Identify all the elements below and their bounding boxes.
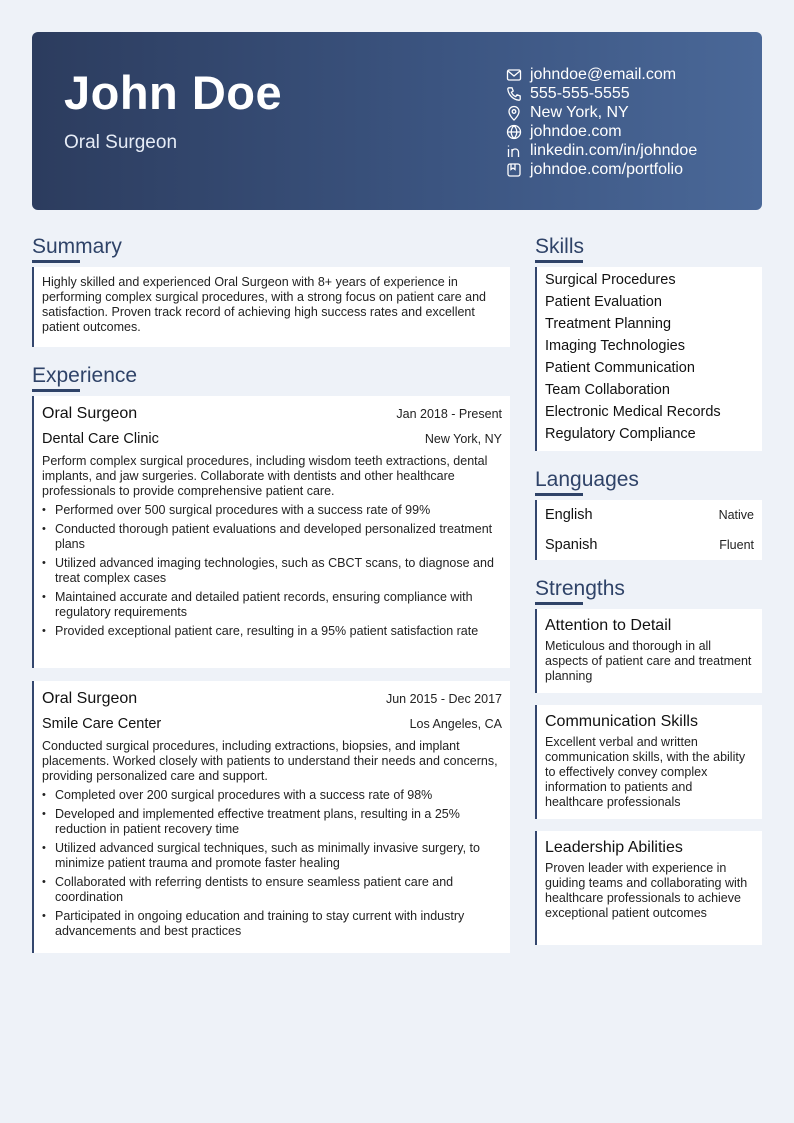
summary-card (32, 267, 510, 347)
job-dates: Jan 2018 - Present (396, 407, 502, 421)
contact-list (506, 65, 697, 179)
skills-heading-underline (535, 260, 583, 263)
list-item: • Provided exceptional patient care, resulting in a 95% patient satisfaction rate (55, 624, 502, 639)
list-item: • Participated in ongoing education and training to stay current with industry advancements and best practices (55, 909, 502, 939)
language-row (537, 530, 762, 560)
email-icon (506, 67, 522, 83)
contact-phone[interactable] (506, 84, 697, 103)
strengths-heading-underline (535, 602, 583, 605)
languages-heading-underline (535, 493, 583, 496)
contact-email[interactable] (506, 65, 697, 84)
candidate-name: John Doe (64, 66, 283, 119)
language-level: Native (718, 508, 754, 522)
language-level: Fluent (719, 538, 754, 552)
contact-website-text: johndoe.com (530, 122, 622, 140)
strength-title: Leadership Abilities (545, 839, 683, 856)
contact-phone-text: 555-555-5555 (530, 84, 630, 102)
skill-item: Regulatory Compliance (545, 426, 696, 442)
strength-description: Proven leader with experience in guiding teams and collaborating with healthcare professionals to achieve exceptional patient outcomes (545, 861, 748, 920)
skill-item: Imaging Technologies (545, 338, 685, 354)
job-bullets (34, 788, 510, 939)
resume-header (32, 32, 762, 210)
list-item: • Utilized advanced imaging technologies, such as CBCT scans, to diagnose and treat complex cases (55, 556, 502, 586)
contact-email-text: johndoe@email.com (530, 65, 677, 83)
job-company: Smile Care Center (42, 716, 162, 732)
skill-item: Patient Evaluation (545, 294, 662, 310)
job-location: Los Angeles, CA (409, 717, 502, 731)
summary-text: Highly skilled and experienced Oral Surgeon with 8+ years of experience in performing complex surgical procedures, with a strong focus on patient care and satisfaction. Proven track record of achieving high success rates and excellent patient outcomes. (42, 275, 486, 334)
languages-heading: Languages (535, 468, 639, 491)
skill-item: Electronic Medical Records (545, 404, 721, 420)
contact-portfolio[interactable] (506, 160, 697, 179)
globe-icon (506, 124, 522, 140)
skill-item: Team Collaboration (545, 382, 670, 398)
skill-item: Treatment Planning (545, 316, 672, 332)
strength-card (535, 831, 762, 945)
list-item: • Completed over 200 surgical procedures with a success rate of 98% (55, 788, 502, 803)
candidate-role: Oral Surgeon (64, 132, 178, 153)
summary-heading: Summary (32, 235, 122, 258)
strength-card (535, 609, 762, 693)
language-name: Spanish (545, 537, 598, 553)
job-bullets (34, 503, 510, 639)
language-row (537, 500, 762, 530)
job-title: Oral Surgeon (42, 690, 138, 707)
job-header (34, 690, 510, 712)
skill-item: Patient Communication (545, 360, 695, 376)
strength-card (535, 705, 762, 819)
list-item: • Conducted thorough patient evaluations and developed personalized treatment plans (55, 522, 502, 552)
job-description: Conducted surgical procedures, including extractions, biopsies, and implant placements. Worked closely with patients to understand their needs and concerns, providing personalized care and support. (42, 739, 498, 783)
job-dates: Jun 2015 - Dec 2017 (385, 692, 502, 706)
location-icon (506, 105, 522, 121)
summary-heading-underline (32, 260, 80, 263)
strength-title: Communication Skills (545, 713, 698, 730)
portfolio-icon (506, 162, 522, 178)
linkedin-icon (506, 143, 522, 159)
phone-icon (506, 86, 522, 102)
experience-heading: Experience (32, 364, 138, 387)
contact-portfolio-text: johndoe.com/portfolio (530, 160, 683, 178)
list-item: • Maintained accurate and detailed patient records, ensuring compliance with regulatory requirements (55, 590, 502, 620)
language-name: English (545, 507, 593, 523)
job-card (32, 681, 510, 953)
languages-card (535, 500, 762, 560)
list-item: • Collaborated with referring dentists to ensure seamless patient care and coordination (55, 875, 502, 905)
contact-website[interactable] (506, 122, 697, 141)
list-item: • Performed over 500 surgical procedures with a success rate of 99% (55, 503, 502, 518)
strength-description: Excellent verbal and written communication skills, with the ability to effectively convey complex information to patients and healthcare professionals (545, 735, 746, 809)
contact-location (506, 103, 697, 122)
skills-heading: Skills (535, 235, 585, 258)
strengths-heading: Strengths (535, 577, 625, 600)
job-company: Dental Care Clinic (42, 431, 159, 447)
skills-card (535, 267, 762, 451)
contact-linkedin-text: linkedin.com/in/johndoe (530, 141, 698, 159)
skill-item: Surgical Procedures (545, 272, 676, 288)
contact-linkedin[interactable] (506, 141, 697, 160)
job-location: New York, NY (424, 432, 502, 446)
list-item: • Developed and implemented effective treatment plans, resulting in a 25% reduction in patient recovery time (55, 807, 502, 837)
job-description: Perform complex surgical procedures, including wisdom teeth extractions, dental implants, and jaw surgeries. Collaborate with dentists and other healthcare professionals to provide comprehensive patient care. (42, 454, 488, 498)
contact-location-text: New York, NY (530, 103, 629, 121)
job-card (32, 396, 510, 668)
strength-title: Attention to Detail (545, 617, 672, 634)
list-item: • Utilized advanced surgical techniques, such as minimally invasive surgery, to minimize patient trauma and promote faster healing (55, 841, 502, 871)
strength-description: Meticulous and thorough in all aspects of patient care and treatment planning (545, 639, 752, 683)
experience-heading-underline (32, 389, 80, 392)
job-title: Oral Surgeon (42, 405, 138, 422)
job-header (34, 405, 510, 427)
